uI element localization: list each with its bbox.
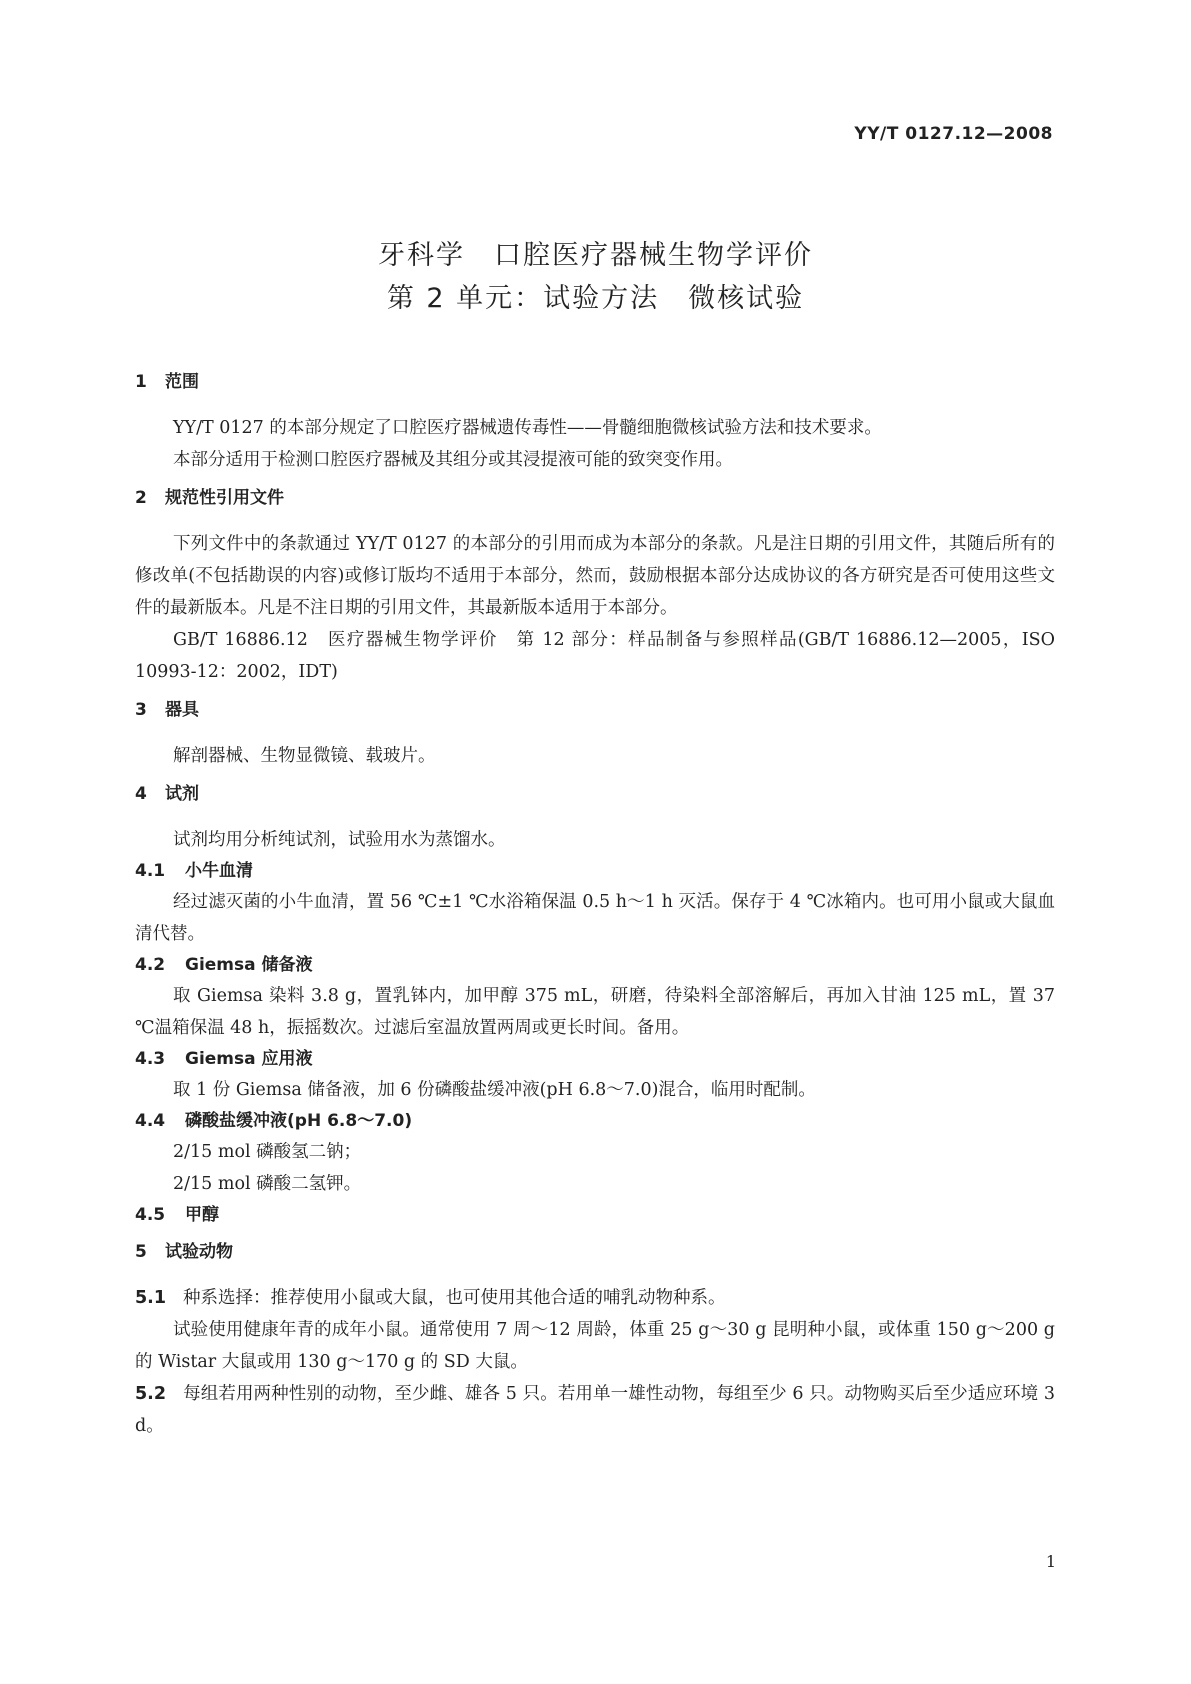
doc-title-line2: 第 2 单元：试验方法 微核试验	[386, 283, 805, 314]
section-4-3-heading: 4.3 Giemsa 应用液	[135, 1049, 313, 1069]
section-1-paragraph-2: 本部分适用于检测口腔医疗器械及其组分或其浸提液可能的致突变作用。	[173, 450, 733, 470]
section-4-paragraph: 试剂均用分析纯试剂，试验用水为蒸馏水。	[173, 830, 506, 850]
doc-title-line1: 牙科学 口腔医疗器械生物学评价	[378, 240, 813, 271]
section-2-paragraph-1: 下列文件中的条款通过 YY/T 0127 的本部分的引用而成为本部分的条款。凡是注日期的引用文件，其随后所有的修改单(不包括勘误的内容)或修订版均不适用于本部分，然而，鼓励根据本部分达成协议的各方研究是否可使用这些文件的最新版本。凡是不注日期的引用文件，其最新版本适用于本部分。	[135, 534, 1055, 618]
section-3-heading: 3 器具	[135, 700, 199, 720]
page-number: 1	[1045, 1552, 1056, 1571]
section-4-3-paragraph: 取 1 份 Giemsa 储备液，加 6 份磷酸盐缓冲液(pH 6.8～7.0)混合，临用时配制。	[173, 1080, 816, 1100]
section-3-paragraph: 解剖器械、生物显微镜、载玻片。	[173, 746, 436, 766]
section-4-2-heading: 4.2 Giemsa 储备液	[135, 955, 313, 975]
section-4-5-heading: 4.5 甲醇	[135, 1205, 219, 1225]
section-5-1-paragraph: 5.1 种系选择：推荐使用小鼠或大鼠，也可使用其他合适的哺乳动物种系。	[135, 1288, 726, 1308]
section-5-heading: 5 试验动物	[135, 1242, 233, 1262]
section-1-paragraph-1: YY/T 0127 的本部分规定了口腔医疗器械遗传毒性——骨髓细胞微核试验方法和技术要求。	[173, 418, 882, 438]
standard-code: YY/T 0127.12—2008	[854, 124, 1053, 144]
section-4-heading: 4 试剂	[135, 784, 199, 804]
section-4-2-paragraph: 取 Giemsa 染料 3.8 g，置乳钵内，加甲醇 375 mL，研磨，待染料全部溶解后，再加入甘油 125 mL，置 37 ℃温箱保温 48 h，振摇数次。过滤后室温放置两周或更长时间。备用。	[135, 986, 1055, 1038]
section-2-heading: 2 规范性引用文件	[135, 488, 284, 508]
section-4-4-item-2: 2/15 mol 磷酸二氢钾。	[173, 1174, 362, 1194]
section-5-1-detail: 试验使用健康年青的成年小鼠。通常使用 7 周～12 周龄，体重 25 g～30 g 昆明种小鼠，或体重 150 g～200 g 的 Wistar 大鼠或用 130 g～170 g 的 SD 大鼠。	[135, 1320, 1055, 1372]
section-4-1-paragraph: 经过滤灭菌的小牛血清，置 56 ℃±1 ℃水浴箱保温 0.5 h～1 h 灭活。保存于 4 ℃冰箱内。也可用小鼠或大鼠血清代替。	[135, 892, 1055, 944]
section-2-reference: GB/T 16886.12 医疗器械生物学评价 第 12 部分：样品制备与参照样品(GB/T 16886.12—2005，ISO 10993-12：2002，IDT)	[135, 630, 1055, 682]
section-4-4-heading: 4.4 磷酸盐缓冲液(pH 6.8～7.0)	[135, 1111, 413, 1131]
section-5-2-paragraph: 5.2 每组若用两种性别的动物，至少雌、雄各 5 只。若用单一雄性动物，每组至少 6 只。动物购买后至少适应环境 3 d。	[135, 1384, 1055, 1436]
section-4-4-item-1: 2/15 mol 磷酸氢二钠；	[173, 1142, 362, 1162]
section-4-1-heading: 4.1 小牛血清	[135, 861, 253, 881]
document-body	[135, 370, 1055, 1442]
section-1-heading: 1 范围	[135, 372, 199, 392]
